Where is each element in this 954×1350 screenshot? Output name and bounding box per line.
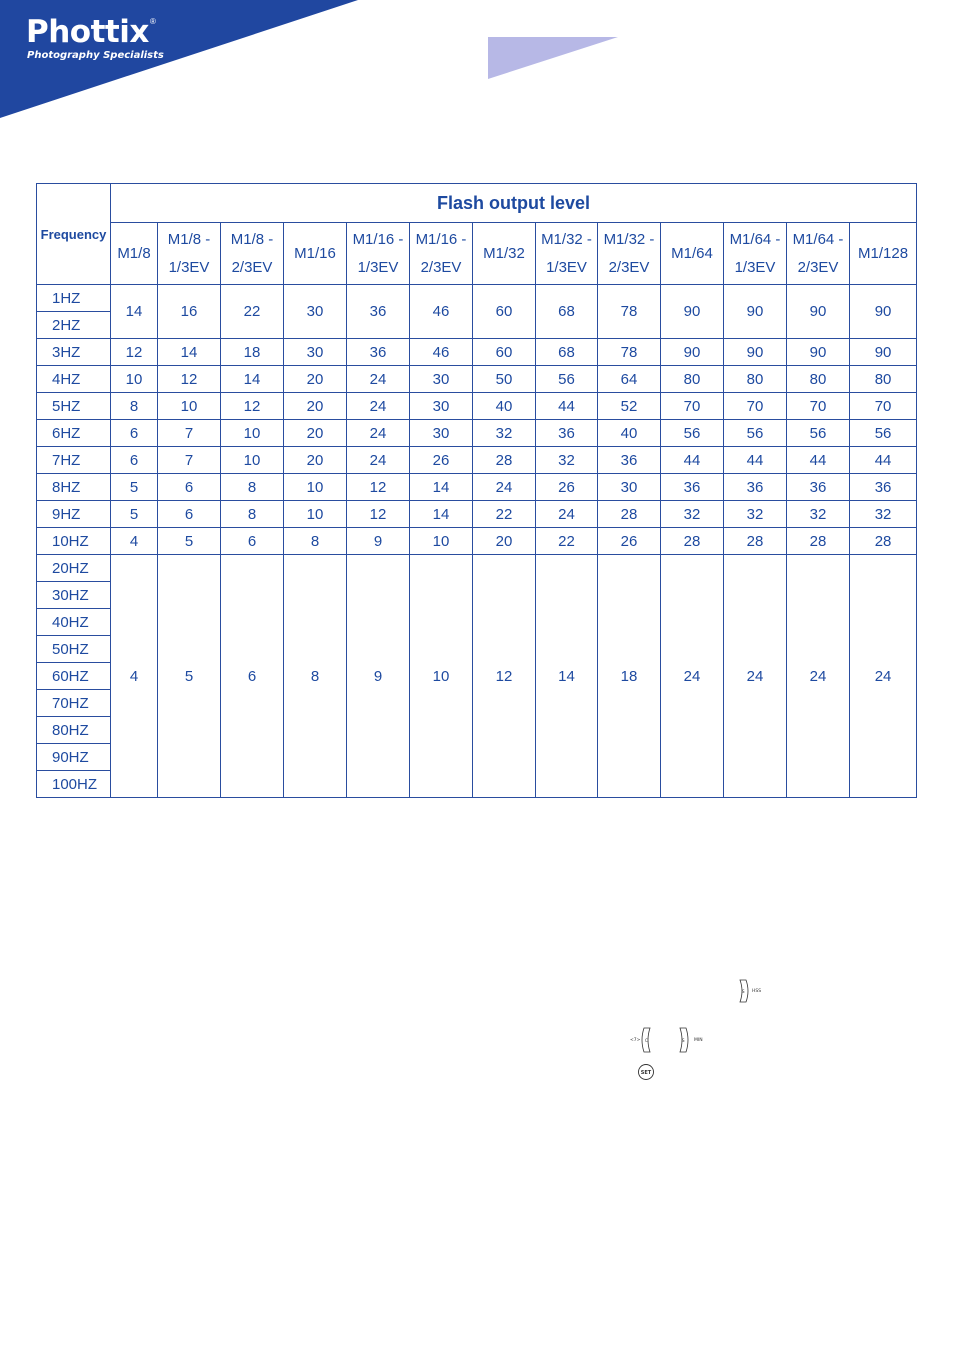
value-cell: 44 bbox=[724, 447, 787, 474]
value-cell: 44 bbox=[787, 447, 850, 474]
value-cell: 52 bbox=[598, 393, 661, 420]
value-cell: 26 bbox=[536, 474, 598, 501]
value-cell: 7 bbox=[158, 447, 221, 474]
value-cell: 36 bbox=[347, 339, 410, 366]
value-cell: 4 bbox=[111, 555, 158, 798]
value-cell: 70 bbox=[661, 393, 724, 420]
value-cell: 24 bbox=[347, 393, 410, 420]
value-cell: 80 bbox=[661, 366, 724, 393]
value-cell: 5 bbox=[111, 501, 158, 528]
value-cell: 28 bbox=[661, 528, 724, 555]
value-cell: 28 bbox=[473, 447, 536, 474]
column-header-line: M1/128 bbox=[858, 244, 909, 262]
frequency-cell: 60HZ bbox=[37, 663, 111, 690]
value-cell: 44 bbox=[850, 447, 917, 474]
column-header-line: M1/32 bbox=[483, 244, 525, 262]
value-cell: 12 bbox=[221, 393, 284, 420]
value-cell: 24 bbox=[787, 555, 850, 798]
value-cell: 30 bbox=[410, 393, 473, 420]
registered-mark: ® bbox=[150, 17, 156, 26]
column-header-line: M1/8 - bbox=[167, 230, 211, 248]
value-cell: 30 bbox=[598, 474, 661, 501]
value-cell: 4 bbox=[111, 528, 158, 555]
value-cell: 6 bbox=[111, 447, 158, 474]
value-cell: 56 bbox=[787, 420, 850, 447]
table-row bbox=[37, 555, 917, 582]
value-cell: 36 bbox=[724, 474, 787, 501]
accent-triangle bbox=[488, 37, 618, 79]
column-header bbox=[284, 223, 347, 285]
value-cell: 10 bbox=[111, 366, 158, 393]
frequency-cell: 3HZ bbox=[37, 339, 111, 366]
flash-output-table bbox=[36, 183, 917, 798]
value-cell: 70 bbox=[850, 393, 917, 420]
value-cell: 6 bbox=[158, 501, 221, 528]
set-button-icon bbox=[636, 1063, 656, 1081]
value-cell: 78 bbox=[598, 339, 661, 366]
column-header-row bbox=[37, 223, 917, 285]
value-cell: 12 bbox=[111, 339, 158, 366]
value-cell: 56 bbox=[661, 420, 724, 447]
table-row bbox=[37, 447, 917, 474]
value-cell: 12 bbox=[473, 555, 536, 798]
value-cell: 64 bbox=[598, 366, 661, 393]
table-row bbox=[37, 339, 917, 366]
value-cell: 20 bbox=[284, 393, 347, 420]
column-header bbox=[410, 223, 473, 285]
table-body bbox=[37, 285, 917, 798]
value-cell: 22 bbox=[221, 285, 284, 339]
value-cell: 30 bbox=[410, 420, 473, 447]
value-cell: 24 bbox=[661, 555, 724, 798]
column-header bbox=[347, 223, 410, 285]
frequency-cell: 30HZ bbox=[37, 582, 111, 609]
value-cell: 12 bbox=[158, 366, 221, 393]
value-cell: 28 bbox=[850, 528, 917, 555]
value-cell: 10 bbox=[284, 474, 347, 501]
value-cell: 14 bbox=[536, 555, 598, 798]
frequency-cell: 20HZ bbox=[37, 555, 111, 582]
value-cell: 56 bbox=[724, 420, 787, 447]
table-row bbox=[37, 501, 917, 528]
frequency-cell: 9HZ bbox=[37, 501, 111, 528]
column-header-line: 1/3EV bbox=[357, 258, 399, 276]
value-cell: 36 bbox=[850, 474, 917, 501]
column-header bbox=[221, 223, 284, 285]
value-cell: 32 bbox=[724, 501, 787, 528]
frequency-cell: 80HZ bbox=[37, 717, 111, 744]
value-cell: 70 bbox=[724, 393, 787, 420]
column-header-line: M1/32 - bbox=[541, 230, 592, 248]
value-cell: 50 bbox=[473, 366, 536, 393]
value-cell: 6 bbox=[221, 555, 284, 798]
value-cell: 26 bbox=[598, 528, 661, 555]
frequency-cell: 100HZ bbox=[37, 771, 111, 798]
table-row bbox=[37, 474, 917, 501]
value-cell: 24 bbox=[850, 555, 917, 798]
column-header bbox=[787, 223, 850, 285]
column-header-line: M1/64 bbox=[671, 244, 713, 262]
column-header bbox=[536, 223, 598, 285]
dial-left-icon bbox=[628, 1026, 658, 1054]
frequency-cell: 2HZ bbox=[37, 312, 111, 339]
value-cell: 32 bbox=[850, 501, 917, 528]
brand-logo: Phottix bbox=[26, 14, 149, 50]
value-cell: 6 bbox=[111, 420, 158, 447]
value-cell: 6 bbox=[221, 528, 284, 555]
column-header-line: 1/3EV bbox=[734, 258, 776, 276]
dial-right-icon-2 bbox=[676, 1026, 708, 1054]
frequency-cell: 10HZ bbox=[37, 528, 111, 555]
value-cell: 14 bbox=[221, 366, 284, 393]
value-cell: 9 bbox=[347, 528, 410, 555]
value-cell: 14 bbox=[410, 474, 473, 501]
value-cell: 18 bbox=[221, 339, 284, 366]
value-cell: 36 bbox=[787, 474, 850, 501]
value-cell: 36 bbox=[536, 420, 598, 447]
value-cell: 36 bbox=[598, 447, 661, 474]
value-cell: 80 bbox=[787, 366, 850, 393]
value-cell: 44 bbox=[661, 447, 724, 474]
frequency-cell: 90HZ bbox=[37, 744, 111, 771]
value-cell: 24 bbox=[473, 474, 536, 501]
value-cell: 14 bbox=[111, 285, 158, 339]
table-row bbox=[37, 420, 917, 447]
column-header-line: 2/3EV bbox=[420, 258, 462, 276]
value-cell: 36 bbox=[347, 285, 410, 339]
value-cell: 10 bbox=[410, 528, 473, 555]
frequency-header: Frequency bbox=[37, 184, 111, 285]
svg-text:C: C bbox=[645, 1038, 648, 1043]
frequency-cell: 50HZ bbox=[37, 636, 111, 663]
frequency-cell: 4HZ bbox=[37, 366, 111, 393]
value-cell: 24 bbox=[347, 366, 410, 393]
value-cell: 5 bbox=[111, 474, 158, 501]
frequency-cell: 1HZ bbox=[37, 285, 111, 312]
value-cell: 28 bbox=[787, 528, 850, 555]
value-cell: 24 bbox=[347, 447, 410, 474]
value-cell: 8 bbox=[221, 501, 284, 528]
frequency-cell: 7HZ bbox=[37, 447, 111, 474]
value-cell: 9 bbox=[347, 555, 410, 798]
frequency-cell: 6HZ bbox=[37, 420, 111, 447]
value-cell: 68 bbox=[536, 339, 598, 366]
column-header-line: M1/64 - bbox=[792, 230, 844, 248]
frequency-cell: 70HZ bbox=[37, 690, 111, 717]
value-cell: 16 bbox=[158, 285, 221, 339]
table-row bbox=[37, 285, 917, 312]
value-cell: 32 bbox=[661, 501, 724, 528]
value-cell: 6 bbox=[158, 474, 221, 501]
value-cell: 40 bbox=[598, 420, 661, 447]
flash-output-header: Flash output level bbox=[111, 184, 917, 223]
value-cell: 46 bbox=[410, 339, 473, 366]
column-header bbox=[661, 223, 724, 285]
value-cell: 68 bbox=[536, 285, 598, 339]
value-cell: 80 bbox=[724, 366, 787, 393]
column-header bbox=[158, 223, 221, 285]
value-cell: 10 bbox=[410, 555, 473, 798]
frequency-cell: 5HZ bbox=[37, 393, 111, 420]
value-cell: 90 bbox=[787, 285, 850, 339]
svg-text:MIN: MIN bbox=[694, 1038, 703, 1043]
value-cell: 90 bbox=[661, 339, 724, 366]
column-header-line: M1/8 bbox=[117, 244, 151, 262]
value-cell: 90 bbox=[724, 339, 787, 366]
value-cell: 30 bbox=[410, 366, 473, 393]
value-cell: 10 bbox=[221, 420, 284, 447]
value-cell: 18 bbox=[598, 555, 661, 798]
value-cell: 20 bbox=[284, 420, 347, 447]
value-cell: 14 bbox=[410, 501, 473, 528]
frequency-cell: 40HZ bbox=[37, 609, 111, 636]
value-cell: 28 bbox=[724, 528, 787, 555]
value-cell: 30 bbox=[284, 285, 347, 339]
value-cell: 56 bbox=[850, 420, 917, 447]
table-row bbox=[37, 393, 917, 420]
svg-text:S: S bbox=[742, 989, 745, 994]
value-cell: 8 bbox=[111, 393, 158, 420]
column-header-line: M1/16 - bbox=[352, 230, 404, 248]
column-header bbox=[724, 223, 787, 285]
value-cell: 26 bbox=[410, 447, 473, 474]
column-header-line: 2/3EV bbox=[231, 258, 273, 276]
column-header-line: M1/16 bbox=[294, 244, 336, 262]
value-cell: 30 bbox=[284, 339, 347, 366]
column-header bbox=[598, 223, 661, 285]
value-cell: 28 bbox=[598, 501, 661, 528]
svg-text:S: S bbox=[682, 1038, 685, 1043]
value-cell: 22 bbox=[473, 501, 536, 528]
value-cell: 44 bbox=[536, 393, 598, 420]
value-cell: 70 bbox=[787, 393, 850, 420]
column-header bbox=[111, 223, 158, 285]
value-cell: 32 bbox=[473, 420, 536, 447]
value-cell: 14 bbox=[158, 339, 221, 366]
table-row bbox=[37, 366, 917, 393]
value-cell: 78 bbox=[598, 285, 661, 339]
value-cell: 60 bbox=[473, 285, 536, 339]
value-cell: 90 bbox=[661, 285, 724, 339]
value-cell: 8 bbox=[284, 528, 347, 555]
value-cell: 12 bbox=[347, 474, 410, 501]
value-cell: 90 bbox=[787, 339, 850, 366]
svg-text:SET: SET bbox=[640, 1070, 652, 1076]
value-cell: 56 bbox=[536, 366, 598, 393]
value-cell: 12 bbox=[347, 501, 410, 528]
value-cell: 22 bbox=[536, 528, 598, 555]
table-row bbox=[37, 528, 917, 555]
value-cell: 8 bbox=[284, 555, 347, 798]
value-cell: 24 bbox=[347, 420, 410, 447]
svg-text:HSS: HSS bbox=[752, 989, 762, 994]
value-cell: 24 bbox=[536, 501, 598, 528]
value-cell: 20 bbox=[284, 366, 347, 393]
column-header bbox=[473, 223, 536, 285]
value-cell: 90 bbox=[724, 285, 787, 339]
value-cell: 60 bbox=[473, 339, 536, 366]
value-cell: 40 bbox=[473, 393, 536, 420]
value-cell: 24 bbox=[724, 555, 787, 798]
column-header-line: 1/3EV bbox=[168, 258, 210, 276]
column-header-line: 2/3EV bbox=[797, 258, 839, 276]
value-cell: 20 bbox=[473, 528, 536, 555]
svg-text:<7>: <7> bbox=[630, 1038, 641, 1043]
brand-tagline: Photography Specialists bbox=[27, 50, 164, 61]
value-cell: 10 bbox=[158, 393, 221, 420]
column-header-line: M1/32 - bbox=[603, 230, 655, 248]
value-cell: 32 bbox=[536, 447, 598, 474]
value-cell: 80 bbox=[850, 366, 917, 393]
value-cell: 8 bbox=[221, 474, 284, 501]
value-cell: 90 bbox=[850, 339, 917, 366]
column-header-line: 2/3EV bbox=[608, 258, 650, 276]
value-cell: 32 bbox=[787, 501, 850, 528]
value-cell: 20 bbox=[284, 447, 347, 474]
dial-right-icon bbox=[734, 978, 766, 1004]
value-cell: 5 bbox=[158, 528, 221, 555]
frequency-cell: 8HZ bbox=[37, 474, 111, 501]
column-header-line: M1/8 - bbox=[230, 230, 274, 248]
value-cell: 7 bbox=[158, 420, 221, 447]
value-cell: 36 bbox=[661, 474, 724, 501]
header-banner bbox=[0, 0, 954, 130]
value-cell: 10 bbox=[284, 501, 347, 528]
column-header-line: M1/64 - bbox=[729, 230, 781, 248]
value-cell: 5 bbox=[158, 555, 221, 798]
column-header-line: M1/16 - bbox=[415, 230, 467, 248]
column-header-line: 1/3EV bbox=[546, 258, 587, 276]
value-cell: 10 bbox=[221, 447, 284, 474]
column-header bbox=[850, 223, 917, 285]
value-cell: 90 bbox=[850, 285, 917, 339]
value-cell: 46 bbox=[410, 285, 473, 339]
